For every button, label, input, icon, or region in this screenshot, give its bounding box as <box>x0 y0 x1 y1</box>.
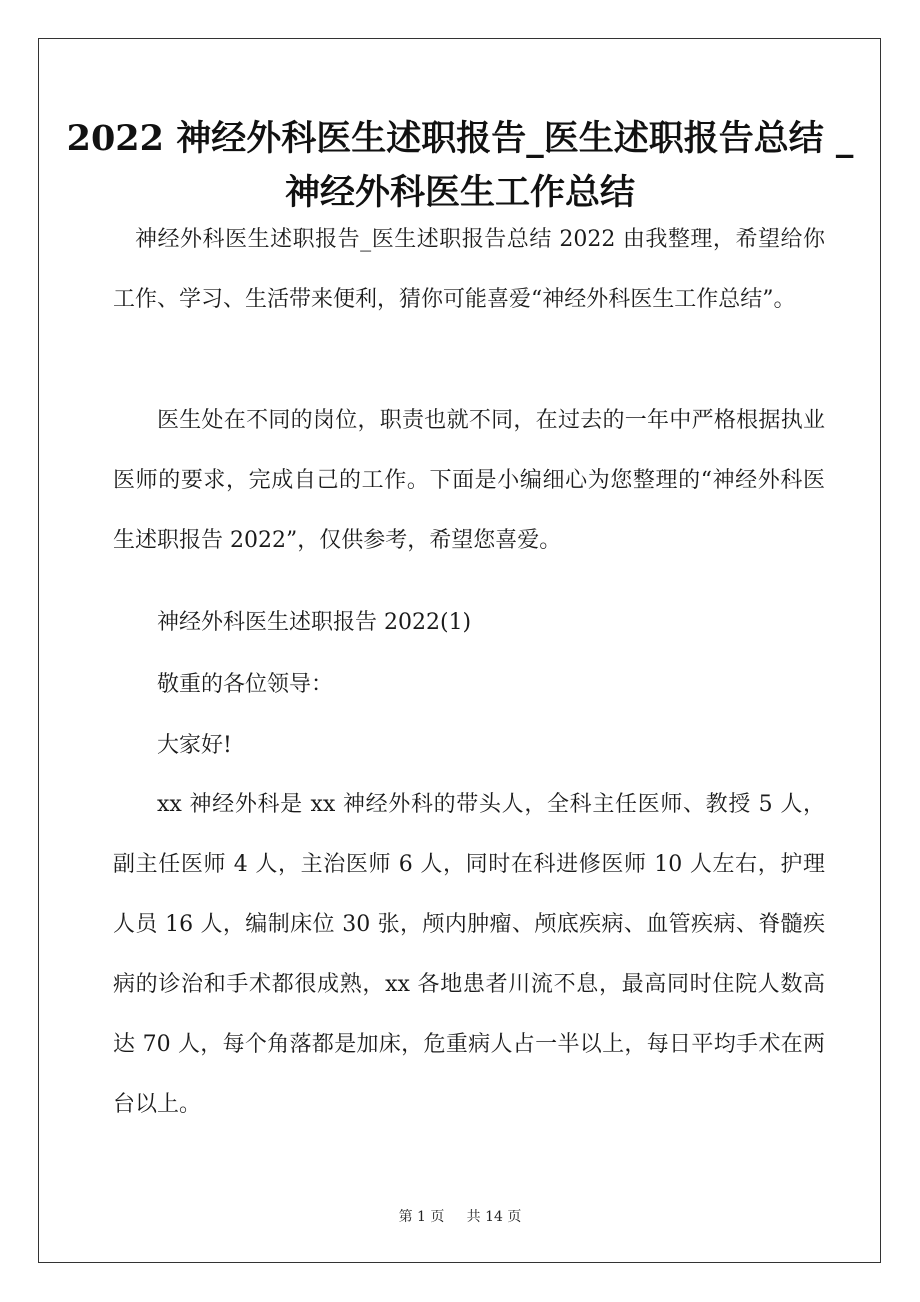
summary-paragraph: 医生处在不同的岗位，职责也就不同，在过去的一年中严格根据执业医师的要求，完成自己的工作。下面是小编细心为您整理的“神经外科医生述职报告 2022”，仅供参考，希望您喜爱。 <box>113 408 825 553</box>
greeting: 大家好! <box>157 733 232 758</box>
department-paragraph: xx 神经外科是 xx 神经外科的带头人，全科主任医师、教授 5 人，副主任医师 4 人，主治医师 6 人，同时在科进修医师 10 人左右，护理人员 16 人，编制床位 30 张，颅内肿瘤、颅底疾病、血管疾病、脊髓疾病的诊治和手术都很成熟，xx 各地患者川流不息，最高同时住院人数高达 70 人，每个角落都是加床，危重病人占一半以上，每日平均手术在两台以上。 <box>113 792 825 1117</box>
page-footer <box>0 1206 920 1226</box>
document-title: 2022 神经外科医生述职报告_医生述职报告总结 _神经外科医生工作总结 <box>66 118 854 213</box>
section-heading: 神经外科医生述职报告 2022(1) <box>157 610 472 635</box>
page-total: 共 14 页 <box>466 1209 522 1225</box>
page-number: 第 1 页 <box>398 1209 445 1225</box>
salutation: 敬重的各位领导： <box>157 672 334 697</box>
intro-paragraph: 神经外科医生述职报告_医生述职报告总结 2022 由我整理，希望给你工作、学习、生活带来便利，猜你可能喜爱“神经外科医生工作总结”。 <box>113 227 825 312</box>
